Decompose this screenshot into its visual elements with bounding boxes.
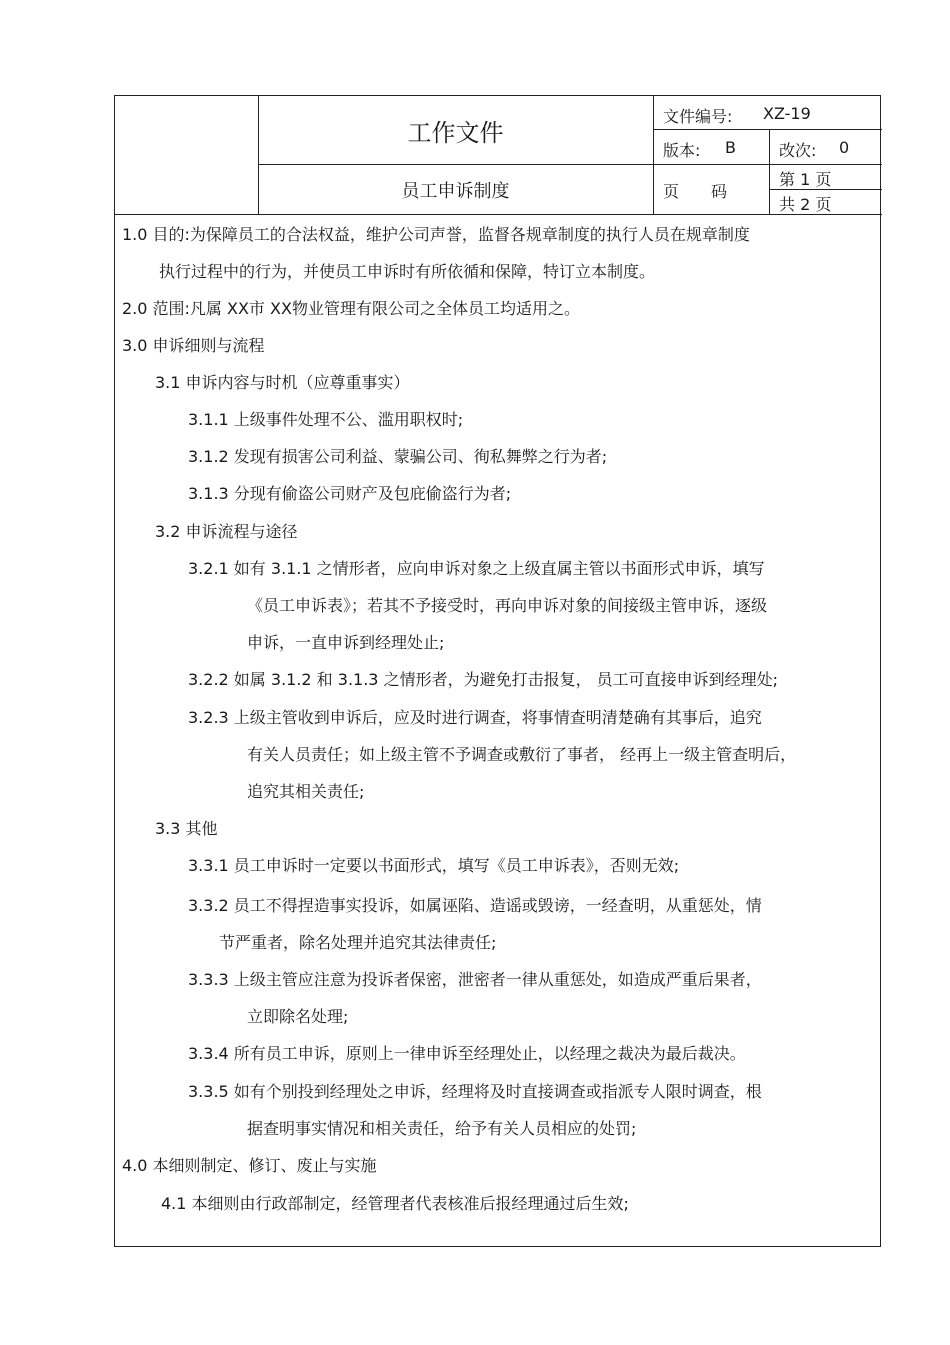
page-label: 页 码 [663, 182, 728, 201]
document-frame [114, 95, 881, 1247]
item-3-2-1-line-3: 申诉，一直申诉到经理处止; [247, 633, 445, 652]
item-3-3-3-line-1: 3.3.3 上级主管应注意为投诉者保密，泄密者一律从重惩处，如造成严重后果者， [188, 970, 762, 989]
version-cell [653, 129, 770, 165]
page-label-cell [653, 164, 770, 215]
logo-cell [115, 96, 259, 215]
doc-title-cell [258, 164, 654, 215]
item-3-1-2: 3.1.2 发现有损害公司利益、蒙骗公司、徇私舞弊之行为者; [188, 447, 608, 466]
page-total-cell [769, 189, 882, 215]
doc-type-cell [258, 96, 654, 165]
section-3-3-heading: 3.3 其他 [155, 819, 218, 838]
revision-value: 0 [839, 138, 850, 157]
section-4-0-heading: 4.0 本细则制定、修订、废止与实施 [122, 1156, 377, 1175]
purpose-line-1: 1.0 目的:为保障员工的合法权益，维护公司声誉，监督各规章制度的执行人员在规章制度 [122, 225, 750, 244]
item-3-1-1: 3.1.1 上级事件处理不公、滥用职权时; [188, 410, 464, 429]
item-3-2-2: 3.2.2 如属 3.1.2 和 3.1.3 之情形者，为避免打击报复， 员工可直接申诉到经理处; [188, 670, 779, 689]
item-3-2-3-line-3: 追究其相关责任; [247, 782, 365, 801]
doc-type: 工作文件 [407, 119, 504, 147]
item-3-3-2-line-2: 节严重者，除名处理并追究其法律责任; [219, 933, 497, 952]
doc-title: 员工申诉制度 [401, 181, 510, 202]
item-3-2-1-line-1: 3.2.1 如有 3.1.1 之情形者，应向申诉对象之上级直属主管以书面形式申诉，填写 [188, 559, 765, 578]
doc-no-cell [653, 96, 882, 130]
document-header-table [115, 96, 880, 215]
item-3-3-1: 3.3.1 员工申诉时一定要以书面形式，填写《员工申诉表》，否则无效; [188, 856, 680, 875]
version-label: 版本: [663, 141, 701, 160]
item-3-3-5-line-1: 3.3.5 如有个别投到经理处之申诉，经理将及时直接调查或指派专人限时调查，根 [188, 1082, 762, 1101]
item-3-2-3-line-2: 有关人员责任；如上级主管不予调查或敷衍了事者， 经再上一级主管查明后， [247, 745, 797, 764]
item-3-3-2-line-1: 3.3.2 员工不得捏造事实投诉，如属诬陷、造谣或毁谤，一经查明，从重惩处，情 [188, 896, 762, 915]
page-current-cell [769, 164, 882, 190]
page-total: 共 2 页 [779, 195, 832, 214]
version-value: B [725, 138, 736, 157]
doc-no-label: 文件编号: [663, 107, 733, 126]
section-3-1-heading: 3.1 申诉内容与时机（应尊重事实） [155, 373, 410, 392]
scope-line: 2.0 范围:凡属 XX市 XX物业管理有限公司之全体员工均适用之。 [122, 299, 580, 318]
item-3-3-4: 3.3.4 所有员工申诉，原则上一律申诉至经理处止，以经理之裁决为最后裁决。 [188, 1044, 746, 1063]
item-3-2-1-line-2: 《员工申诉表》；若其不予接受时，再向申诉对象的间接级主管申诉，逐级 [247, 596, 768, 615]
item-4-1: 4.1 本细则由行政部制定，经管理者代表核准后报经理通过后生效; [161, 1194, 629, 1213]
doc-no-value: XZ-19 [763, 104, 811, 123]
item-3-3-3-line-2: 立即除名处理; [247, 1007, 349, 1026]
section-3-2-heading: 3.2 申诉流程与途径 [155, 522, 298, 541]
revision-cell [769, 129, 882, 165]
item-3-3-5-line-2: 据查明事实情况和相关责任，给予有关人员相应的处罚; [247, 1119, 637, 1138]
item-3-2-3-line-1: 3.2.3 上级主管收到申诉后，应及时进行调查，将事情查明清楚确有其事后，追究 [188, 708, 762, 727]
section-3-0-heading: 3.0 申诉细则与流程 [122, 336, 265, 355]
page-current: 第 1 页 [779, 170, 832, 189]
revision-label: 改次: [779, 141, 817, 160]
purpose-line-2: 执行过程中的行为，并使员工申诉时有所依循和保障，特订立本制度。 [159, 262, 656, 281]
item-3-1-3: 3.1.3 分现有偷盗公司财产及包庇偷盗行为者; [188, 484, 512, 503]
